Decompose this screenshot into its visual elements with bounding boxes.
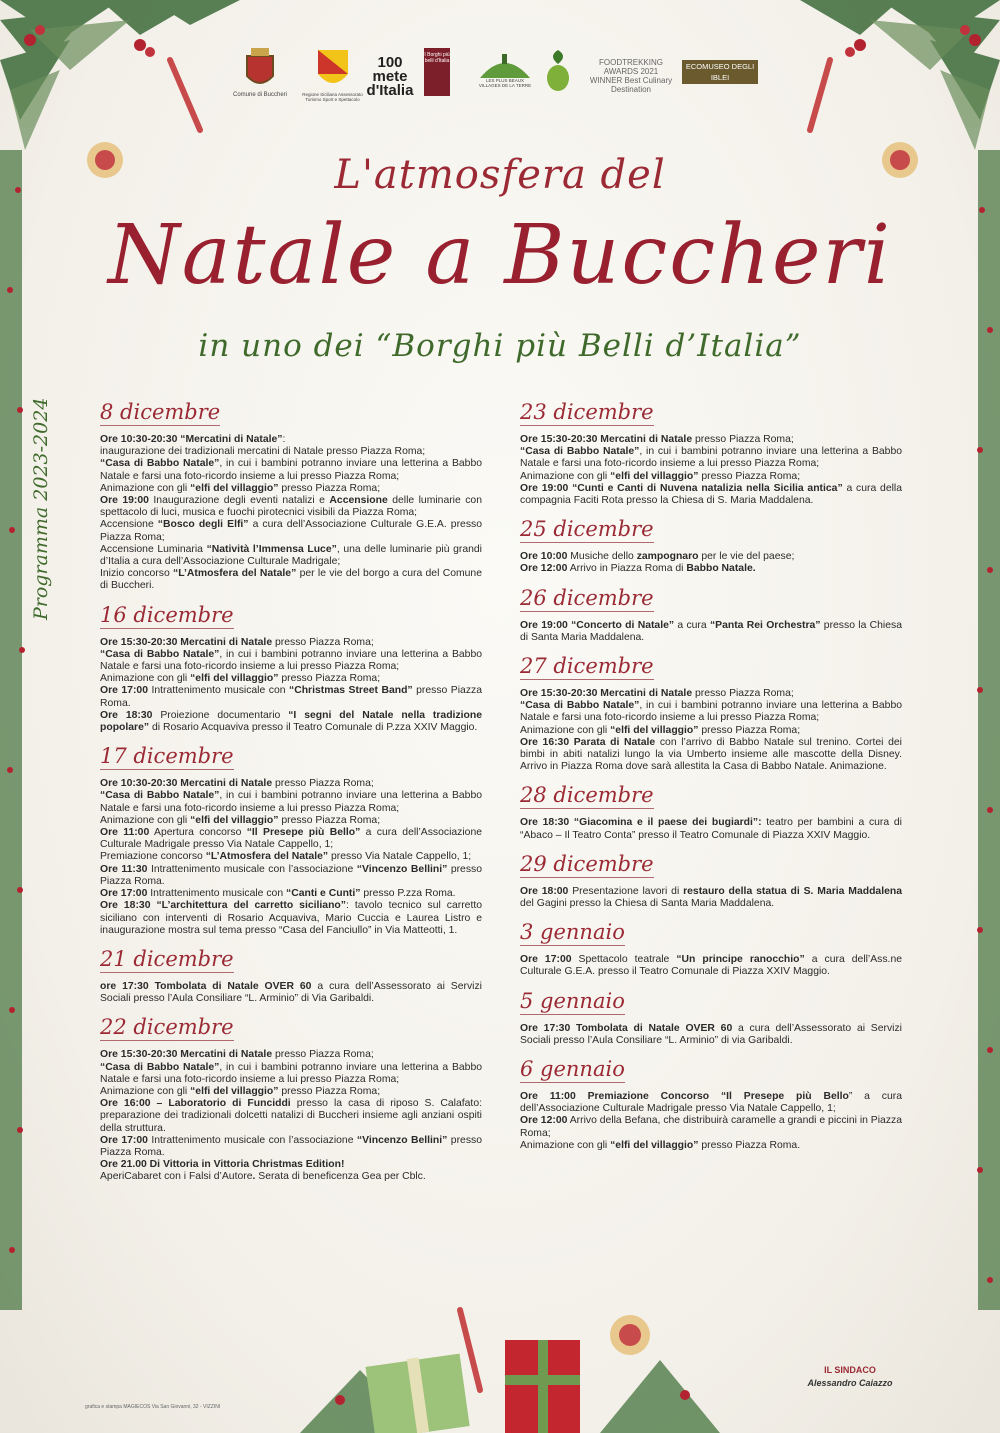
day-events: Ore 15:30-20:30 Mercatini di Natale presso Piazza Roma; “Casa di Babbo Natale”, in cui i bambini potranno inviare una letterina a Babbo Natale e farsi una foto-ricordo insieme a lui presso Piazza Roma; Animazione con gli “elfi del villaggio” presso Piazza Roma; Ore 16:00 – Laboratorio di Funciddi presso la casa di riposo S. Calafato: preparazione dei tradizionali dolcetti natalizi di Buccheri insieme agli anziani ospiti della struttura. Ore 17:00 Intrattenimento musicale con l’associazione “Vincenzo Bellini” presso Piazza Roma. Ore 21.00 Di Vittoria in Vittoria Christmas Edition! AperiCabaret con i Falsi d’Autore. Serata di beneficenza Gea per Cblc. (100, 1049, 482, 1183)
logo-villages (475, 48, 535, 88)
title-line-3: in uno dei “Borghi più Belli d’Italia” (198, 328, 802, 364)
day-events: Ore 17:30 Tombolata di Natale OVER 60 a cura dell’Assessorato ai Servizi Sociali presso l’Aula Consiliare “L. Arminio” di via Garibaldi. (520, 1022, 902, 1046)
day-events: Ore 10:30-20:30 Mercatini di Natale presso Piazza Roma; “Casa di Babbo Natale”, in cui i bambini potranno inviare una letterina a Babbo Natale e farsi una foto-ricordo insieme a lui presso Piazza Roma; Animazione con gli “elfi del villaggio” presso Piazza Roma; Ore 11:00 Apertura concorso “Il Presepe più Bello” a cura dell’Associazione Culturale Madrigale presso Via Natale Cappello, 1; Premiazione concorso “L’Atmosfera del Natale” presso Via Natale Cappello, 1; Ore 11:30 Intrattenimento musicale con l’associazione “Vincenzo Bellini” presso Piazza Roma. Ore 17:00 Intrattenimento musicale con “Canti e Cunti” presso P.zza Roma. Ore 18:30 “L’architettura del carretto siciliano”: tavolo tecnico sul carretto siciliano con interventi di Rosario Acquaviva, Mario Cuccia e Laurea Listro e inaugurazione mostra sul tema presso “Casa del Fanciullo” in Via Matteotti, 1. (100, 778, 483, 936)
day-events: Ore 19:00 “Concerto di Natale” a cura “Panta Rei Orchestra” presso la Chiesa di Santa Maria Maddalena. (520, 619, 902, 643)
day-date: 21 dicembre (100, 946, 234, 971)
coat-of-arms-icon (243, 48, 277, 92)
day-events: Ore 11:00 Premiazione Concorso “Il Presepe più Bello” a cura dell’Associazione Culturale Madrigale presso Via Natale Cappello, 1; Ore 12:00 Arrivo della Befana, che distribuirà caramelle a grandi e piccini in Piazza Roma; Animazione con gli “elfi del villaggio” presso Piazza Roma. (520, 1091, 902, 1151)
trinacria-icon (316, 48, 350, 92)
sindaco-role: IL SINDACO (824, 1365, 876, 1375)
day-date: 17 dicembre (100, 744, 234, 769)
day-date: 26 dicembre (520, 585, 654, 610)
logo-villages-caption: LES PLUS BEAUX VILLAGES DE LA TERRE (478, 78, 532, 88)
program-column-left (100, 400, 482, 1194)
program-day (520, 400, 902, 507)
day-events: Ore 17:00 Spettacolo teatrale “Un principe ranocchio” a cura dell’Ass.ne Culturale G.E.A. presso il Teatro Comunale di Piazza XXIV Maggio. (520, 954, 903, 978)
day-events: ore 17:30 Tombolata di Natale OVER 60 a cura dell’Assessorato ai Servizi Sociali presso l’Aula Consiliare “L. Arminio” di Via Garibaldi. (100, 980, 482, 1005)
day-events: Ore 10:00 Musiche dello zampognaro per le vie del paese; Ore 12:00 Arrivo in Piazza Roma di Babbo Natale. (520, 551, 795, 575)
day-events: Ore 15:30-20:30 Mercatini di Natale presso Piazza Roma; “Casa di Babbo Natale”, in cui i bambini potranno inviare una letterina a Babbo Natale e farsi una foto-ricordo insieme a lui presso Piazza Roma; Animazione con gli “elfi del villaggio” presso Piazza Roma; Ore 17:00 Intrattenimento musicale con “Christmas Street Band” presso Piazza Roma. Ore 18:30 Proiezione documentario “I segni del Natale nella tradizione popolare” di Rosario Acquaviva presso il Teatro Comunale di P.zza XXIV Maggio. (100, 636, 483, 734)
program-day (520, 852, 902, 910)
sponsor-logos (225, 48, 775, 118)
logo-foodtrekking-text: FOODTREKKING AWARDS 2021 WINNER Best Culinary Destination (589, 58, 673, 94)
day-date: 23 dicembre (520, 400, 654, 424)
logo-borghi (420, 48, 454, 96)
logo-foodtrekking (587, 48, 675, 94)
program-day (520, 1057, 902, 1152)
day-events: Ore 18:00 Presentazione lavori di restauro della statua di S. Maria Maddalena del Gagini presso la Chiesa di Santa Maria Maddalena. (520, 885, 902, 910)
day-date: 6 gennaio (520, 1057, 625, 1082)
garland-left-icon (0, 150, 32, 1310)
logo-comune (225, 48, 295, 99)
program-column-right (520, 400, 902, 1162)
logo-100-mete (365, 48, 415, 98)
olive-icon (543, 48, 573, 94)
day-date: 25 dicembre (520, 517, 654, 542)
program-day (520, 654, 902, 773)
day-events: Ore 10:30-20:30 “Mercatini di Natale”: inaugurazione dei tradizionali mercatini di Natale presso Piazza Roma; “Casa di Babbo Natale”, in cui i bambini potranno inviare una letterina a Babbo Natale e farsi una foto-ricordo insieme a lui presso Piazza Roma; Animazione con gli “elfi del villaggio” presso Piazza Roma; Ore 19:00 Inaugurazione degli eventi natalizi e Accensione delle luminarie con spettacolo di luci, musica e fuochi pirotecnici visibili da Piazza Roma; Accensione “Bosco degli Elfi” a cura dell’Associazione Culturale G.E.A. presso Piazza Roma; Accensione Luminaria “Natività l’Immensa Luce”, una delle luminarie più grandi d’Italia a cura dell’Associazione Culturale Madrigale; Inizio concorso “L’Atmosfera del Natale” per le vie del borgo a cura del Comune di Buccheri. (100, 434, 482, 592)
day-date: 28 dicembre (520, 783, 654, 808)
programma-label: Programma 2023-2024 (30, 397, 52, 620)
logo-ecomuseo-text: ECOMUSEO DEGLI IBLEI (682, 60, 758, 84)
day-date: 3 gennaio (520, 920, 625, 945)
day-events: Ore 15:30-20:30 Mercatini di Natale presso Piazza Roma; “Casa di Babbo Natale”, in cui i bambini potranno inviare una letterina a Babbo Natale e farsi una foto-ricordo insieme a lui presso Piazza Roma; Animazione con gli “elfi del villaggio” presso Piazza Roma; Ore 19:00 “Cunti e Canti di Nuvena natalizia nella Sicilia antica” a cura della compagnia Faciti Rota presso la Chiesa di S. Maria Maddalena. (520, 434, 902, 507)
program-day (100, 744, 482, 937)
logo-100-mete-text: 100 mete d'Italia (366, 54, 414, 99)
program-day (520, 920, 902, 978)
logo-ecomuseo (680, 48, 760, 84)
gifts-decoration-icon (300, 1300, 720, 1433)
program-day (100, 400, 482, 593)
program-day (100, 947, 482, 1005)
logo-olive (540, 48, 576, 94)
logo-regione-caption: Regione Siciliana Assessorato Turismo Sport e Spettacolo (302, 92, 363, 102)
print-credit: grafica e stampa MAGIECOS Via San Giovanni, 32 - VIZZINI (85, 1404, 221, 1410)
day-events: Ore 18:30 “Giacomina e il paese dei bugiardi”: teatro per bambini a cura di “Abaco – Il Teatro Conta” presso il Teatro Comunale di Piazza XXIV Maggio. (520, 817, 902, 841)
day-events: Ore 15:30-20:30 Mercatini di Natale presso Piazza Roma; “Casa di Babbo Natale”, in cui i bambini potranno inviare una letterina a Babbo Natale e farsi una foto-ricordo insieme a lui presso Piazza Roma; Animazione con gli “elfi del villaggio” presso Piazza Roma; Ore 16:30 Parata di Natale con l’arrivo di Babbo Natale sul trenino. Cortei dei bimbi in abiti natalizi lungo la via Umberto insieme alle mascotte della Disney. Arrivo in Piazza Roma dove sarà allestita la Casa di Babbo Natale. Animazione. (520, 688, 902, 773)
title-line-2: Natale a Buccheri (108, 208, 892, 303)
program-day (100, 603, 482, 735)
day-date: 16 dicembre (100, 602, 234, 627)
day-date: 5 gennaio (520, 988, 625, 1013)
logo-regione (300, 48, 365, 102)
program-day (520, 517, 902, 575)
garland-right-icon (968, 150, 1000, 1310)
title-line-1: L'atmosfera del (334, 152, 666, 198)
day-date: 29 dicembre (520, 851, 654, 876)
hill-village-icon (480, 48, 530, 78)
program-day (520, 586, 902, 644)
sindaco-signature (795, 1364, 905, 1390)
program-day (520, 783, 902, 841)
program-day (100, 1015, 482, 1183)
day-date: 27 dicembre (520, 654, 654, 679)
logo-comune-caption: Comune di Buccheri (232, 92, 288, 98)
sindaco-name: Alessandro Caiazzo (807, 1378, 893, 1388)
program-day (520, 989, 902, 1047)
day-date: 22 dicembre (100, 1015, 234, 1040)
day-date: 8 dicembre (100, 400, 221, 424)
logo-borghi-text: I Borghi più belli d'Italia (424, 48, 450, 96)
